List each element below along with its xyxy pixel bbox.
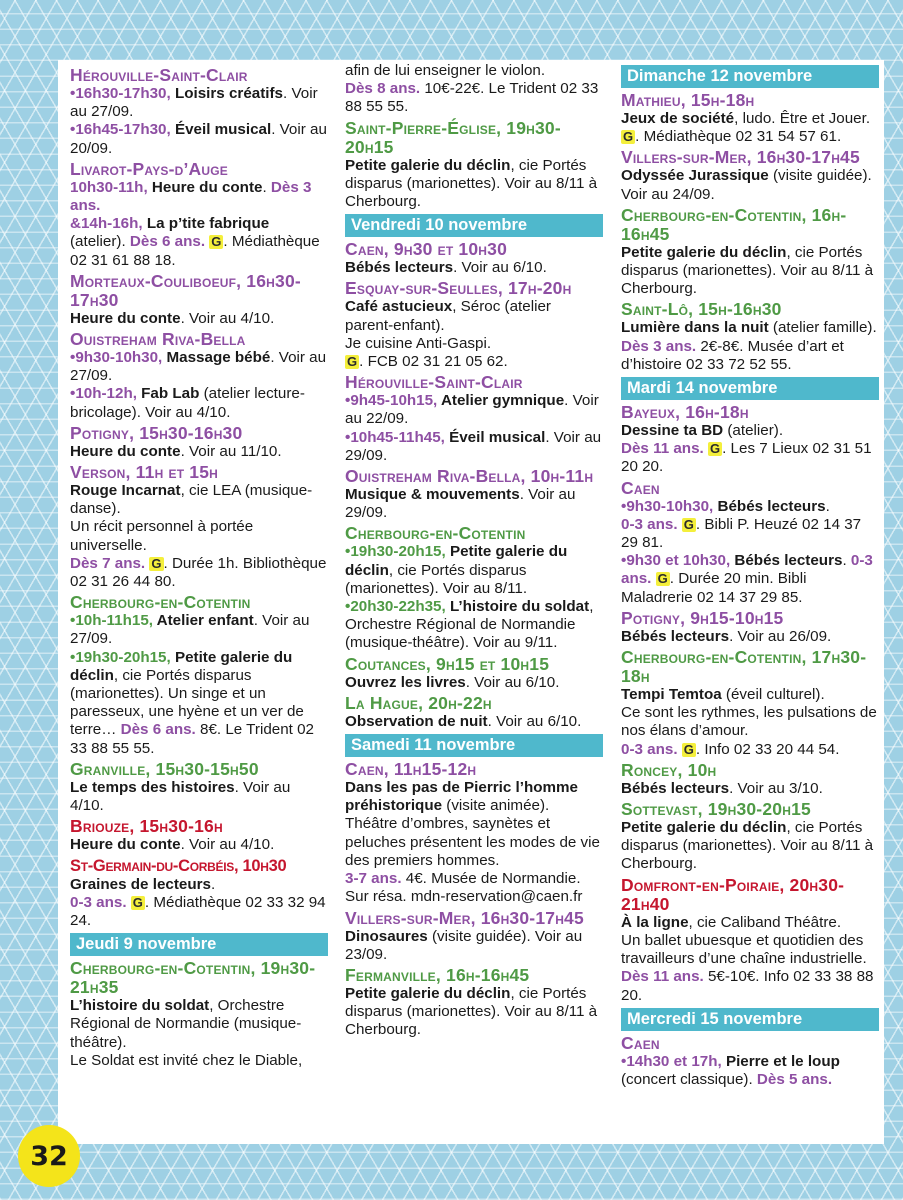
event-continued xyxy=(345,62,603,117)
free-badge: G xyxy=(683,516,694,532)
event-morteaux xyxy=(70,272,328,328)
event-city: Briouze, 15h30-16h xyxy=(70,816,223,837)
event-description: Un récit personnel à portée universelle. xyxy=(70,518,254,554)
event-line: Dès 11 ans. 5€-10€. Info 02 33 38 88 20. xyxy=(621,968,874,1004)
event-line: •19h30-20h15, Petite galerie du déclin, cie Portés disparus (marionettes). Voir au 8/11. xyxy=(345,543,568,597)
event-line: •9h30-10h30, Bébés lecteurs. xyxy=(621,497,830,515)
event-line: Lumière dans la nuit (atelier famille). xyxy=(621,319,877,337)
event-line: Dès 7 ans. G . Durée 1h. Bibliothèque 02 31 26 44 80. xyxy=(70,554,327,591)
event-line: •10h-12h, Fab Lab (atelier lecture-bricolage). Voir au 4/10. xyxy=(70,385,305,421)
event-city: Hérouville-Saint-Clair xyxy=(70,65,248,85)
event-city: Saint-Pierre-Église, 19h30-20h15 xyxy=(345,117,561,157)
event-line: &14h-16h, La p’tite fabrique (atelier). Dès 6 ans. G . Médiathèque 02 31 61 88 18. xyxy=(70,215,320,269)
free-badge: G xyxy=(623,129,634,145)
event-city: Potigny, 15h30-16h30 xyxy=(70,422,243,443)
date-header: Dimanche 12 novembre xyxy=(621,65,879,88)
event-line: Petite galerie du déclin, cie Portés disparus (marionettes). Voir au 8/11 à Cherbourg. xyxy=(621,819,874,873)
event-line: •10h-11h15, Atelier enfant. Voir au 27/09. xyxy=(70,612,310,648)
event-line: Heure du conte. Voir au 11/10. xyxy=(70,442,282,460)
event-line: •20h30-22h35, L’histoire du soldat, Orchestre Régional de Normandie (musique-théâtre). Voir au 9/11. xyxy=(345,598,594,652)
event-city: Ouistreham Riva-Bella xyxy=(70,329,246,350)
event-line: Le temps des histoires. Voir au 4/10. xyxy=(70,778,291,815)
event-line: •10h45-11h45, Éveil musical. Voir au 29/09. xyxy=(345,428,602,464)
event-line: Rouge Incarnat, cie LEA (musique-danse). xyxy=(70,482,313,518)
event-city: Hérouville-Saint-Clair xyxy=(345,372,523,393)
event-line: Dinosaures (visite guidée). Voir au 23/09. xyxy=(345,927,583,963)
event-cherbourg xyxy=(345,524,603,652)
event-line: Observation de nuit. Voir au 6/10. xyxy=(345,712,582,730)
event-line: Dès 11 ans. G . Les 7 Lieux 02 31 51 20 20. xyxy=(621,440,872,476)
event-mathieu xyxy=(621,91,879,146)
date-header: Jeudi 9 novembre xyxy=(70,933,328,956)
event-city: Cherbourg-en-Cotentin xyxy=(70,592,251,613)
event-sottevast xyxy=(621,800,879,874)
event-cherbourg-soldat xyxy=(70,959,328,1070)
event-ouistreham xyxy=(70,330,328,422)
event-city: Coutances, 9h15 et 10h15 xyxy=(345,653,550,674)
event-city: Cherbourg-en-Cotentin, 17h30-18h xyxy=(621,647,867,687)
event-line: Dès 3 ans. 2€-8€. Musée d’art et d’histoire 02 33 72 52 55. xyxy=(621,337,844,373)
event-ouistreham xyxy=(345,467,603,522)
event-city: Caen, 11h15-12h xyxy=(345,759,477,780)
event-line: •9h30-10h30, Massage bébé. Voir au 27/09. xyxy=(70,349,327,385)
event-saint-pierre xyxy=(345,119,603,212)
date-header: Vendredi 10 novembre xyxy=(345,214,603,237)
event-line: Dès 8 ans. 10€-22€. Le Trident 02 33 88 55 55. xyxy=(345,80,599,116)
event-cherbourg-tempi xyxy=(621,648,879,759)
event-description: Ce sont les rythmes, les pulsations de nos élans d’amour. xyxy=(621,704,877,740)
event-description: Je cuisine Anti-Gaspi. xyxy=(345,334,492,352)
event-city: Cherbourg-en-Cotentin xyxy=(345,523,526,544)
event-line: Odyssée Jurassique (visite guidée). Voir au 24/09. xyxy=(621,167,872,203)
event-fermanville xyxy=(345,966,603,1040)
event-line: 10h30-11h, Heure du conte. Dès 3 ans. xyxy=(70,178,312,215)
event-line: Heure du conte. Voir au 4/10. xyxy=(70,836,275,854)
event-cherbourg xyxy=(70,593,328,758)
event-line: 0-3 ans. G . Bibli P. Heuzé 02 14 37 29 81. xyxy=(621,515,862,552)
event-livarot xyxy=(70,160,328,270)
event-city: Potigny, 9h15-10h15 xyxy=(621,607,784,628)
event-line: Bébés lecteurs. Voir au 26/09. xyxy=(621,627,832,645)
free-badge: G xyxy=(657,571,668,587)
event-line: 0-3 ans. G . Info 02 33 20 44 54. xyxy=(621,740,840,758)
event-line: G . Médiathèque 02 31 54 57 61. xyxy=(623,128,842,146)
event-saint-lo xyxy=(621,300,879,374)
event-bayeux xyxy=(621,403,879,477)
free-badge: G xyxy=(211,234,222,250)
event-city: La Hague, 20h-22h xyxy=(345,692,492,713)
event-roncey xyxy=(621,761,879,798)
date-header: Mardi 14 novembre xyxy=(621,377,879,400)
free-badge: G xyxy=(347,354,358,370)
event-city: Ouistreham Riva-Bella, 10h-11h xyxy=(345,466,594,487)
event-line: Graines de lecteurs. xyxy=(70,875,216,893)
event-line: Heure du conte. Voir au 4/10. xyxy=(70,309,275,327)
event-caen-concert xyxy=(621,1034,879,1089)
event-line: Petite galerie du déclin, cie Portés disparus (marionettes). Voir au 8/11 à Cherbourg. xyxy=(345,156,598,211)
date-header: Samedi 11 novembre xyxy=(345,734,603,757)
event-city: Cherbourg-en-Cotentin, 19h30-21h35 xyxy=(70,958,316,998)
event-domfront xyxy=(621,876,879,1005)
event-city: Bayeux, 16h-18h xyxy=(621,402,749,423)
event-city: Caen xyxy=(621,1032,660,1053)
event-caen xyxy=(345,240,603,277)
event-line: Bébés lecteurs. Voir au 3/10. xyxy=(621,779,823,797)
event-line: 0-3 ans. G . Médiathèque 02 33 32 94 24. xyxy=(70,893,326,929)
event-line: Café astucieux, Séroc (atelier parent-enfant). xyxy=(345,298,551,334)
event-line: L’histoire du soldat, Orchestre Régional de Normandie (musique-théâtre). xyxy=(70,997,302,1051)
event-city: Sottevast, 19h30-20h15 xyxy=(621,799,811,820)
event-description: afin de lui enseigner le violon. xyxy=(345,62,546,79)
page-number-badge: 32 xyxy=(18,1125,80,1187)
event-herouville xyxy=(345,373,603,465)
event-caen-musee xyxy=(345,760,603,906)
event-line: •16h45-17h30, Éveil musical. Voir au 20/09. xyxy=(70,121,327,157)
event-line: G . FCB 02 31 21 05 62. xyxy=(347,353,508,371)
event-esquay xyxy=(345,279,603,371)
event-city: Caen, 9h30 et 10h30 xyxy=(345,239,508,260)
event-city: Roncey, 10h xyxy=(621,759,717,780)
event-line: Petite galerie du déclin, cie Portés disparus (marionettes). Voir au 8/11 à Cherbourg. xyxy=(621,243,874,298)
event-line: •14h30 et 17h, Pierre et le loup (concert classique). Dès 5 ans. xyxy=(621,1052,840,1088)
event-line: Dessine ta BD (atelier). xyxy=(621,422,784,440)
column-1 xyxy=(70,66,328,1072)
event-line: Ouvrez les livres. Voir au 6/10. xyxy=(345,673,560,691)
free-badge: G xyxy=(132,894,143,910)
event-villers xyxy=(345,909,603,964)
event-potigny xyxy=(621,609,879,646)
event-description: Théâtre d’ombres, saynètes et peluches présentent les modes de vie des premiers hommes. xyxy=(345,815,600,869)
event-city: Morteaux-Couliboeuf, 16h30-17h30 xyxy=(70,270,301,310)
event-line: •19h30-20h15, Petite galerie du déclin, cie Portés disparus (marionettes). Un singe et un paresseux, une hyène et un ver de terre… Dès 6 ans. 8€. Le Trident 02 33 88 55 55. xyxy=(70,648,314,757)
event-city: Villers-sur-Mer, 16h30-17h45 xyxy=(345,907,584,928)
event-potigny xyxy=(70,424,328,461)
event-line: Tempi Temtoa (éveil culturel). xyxy=(621,686,825,704)
event-granville xyxy=(70,760,328,815)
event-line: •16h30-17h30, Loisirs créatifs. Voir au 27/09. xyxy=(70,85,318,121)
date-header: Mercredi 15 novembre xyxy=(621,1008,879,1031)
event-line: À la ligne, cie Caliband Théâtre. xyxy=(621,913,842,931)
event-city: Livarot-Pays-d’Auge xyxy=(70,158,229,179)
event-verson xyxy=(70,463,328,591)
event-caen xyxy=(621,479,879,607)
event-city: Domfront-en-Poiraie, 20h30-21h40 xyxy=(621,874,845,914)
event-description: Un ballet ubuesque et quotidien des travailleurs d’une chaîne industrielle. xyxy=(621,931,867,968)
free-badge: G xyxy=(683,741,694,757)
event-city: Mathieu, 15h-18h xyxy=(621,90,755,110)
event-line: Dans les pas de Pierric l’homme préhistorique (visite animée). xyxy=(345,779,578,815)
event-city: Saint-Lô, 15h-16h30 xyxy=(621,299,782,320)
event-line: •9h45-10h15, Atelier gymnique. Voir au 22/09. xyxy=(345,392,599,428)
free-badge: G xyxy=(709,441,721,457)
event-line: Jeux de société, ludo. Être et Jouer. xyxy=(621,110,871,127)
event-briouze xyxy=(70,817,328,854)
event-city: Cherbourg-en-Cotentin, 16h-16h45 xyxy=(621,204,847,244)
column-3 xyxy=(621,62,879,1091)
event-line: Musique & mouvements. Voir au 29/09. xyxy=(345,486,576,522)
event-coutances xyxy=(345,655,603,692)
column-2 xyxy=(345,62,603,1042)
event-villers xyxy=(621,148,879,203)
event-line: •9h30 et 10h30, Bébés lecteurs. 0-3 ans. G . Durée 20 min. Bibli Maladrerie 02 14 37 29 85. xyxy=(621,552,873,606)
event-city: St-Germain-du-Corbéis, 10h30 xyxy=(70,856,287,875)
event-city: Villers-sur-Mer, 16h30-17h45 xyxy=(621,147,860,168)
event-city: Granville, 15h30-15h50 xyxy=(70,758,259,779)
event-la-hague xyxy=(345,694,603,731)
event-line: Bébés lecteurs. Voir au 6/10. xyxy=(345,259,547,277)
event-city: Verson, 11h et 15h xyxy=(70,462,219,483)
event-city: Fermanville, 16h-16h45 xyxy=(345,964,530,985)
event-city: Esquay-sur-Seulles, 17h-20h xyxy=(345,278,572,299)
event-st-germain xyxy=(70,857,328,931)
agenda-page xyxy=(58,60,884,1144)
event-cherbourg xyxy=(621,206,879,299)
event-city: Caen xyxy=(621,477,660,498)
event-description: Le Soldat est invité chez le Diable, xyxy=(70,1051,303,1069)
event-herouville xyxy=(70,66,328,158)
free-badge: G xyxy=(151,555,162,571)
event-line: Petite galerie du déclin, cie Portés disparus (marionettes). Voir au 8/11 à Cherbourg. xyxy=(345,984,598,1039)
event-line: 3-7 ans. 4€. Musée de Normandie. Sur résa. mdn-reservation@caen.fr xyxy=(345,870,583,906)
